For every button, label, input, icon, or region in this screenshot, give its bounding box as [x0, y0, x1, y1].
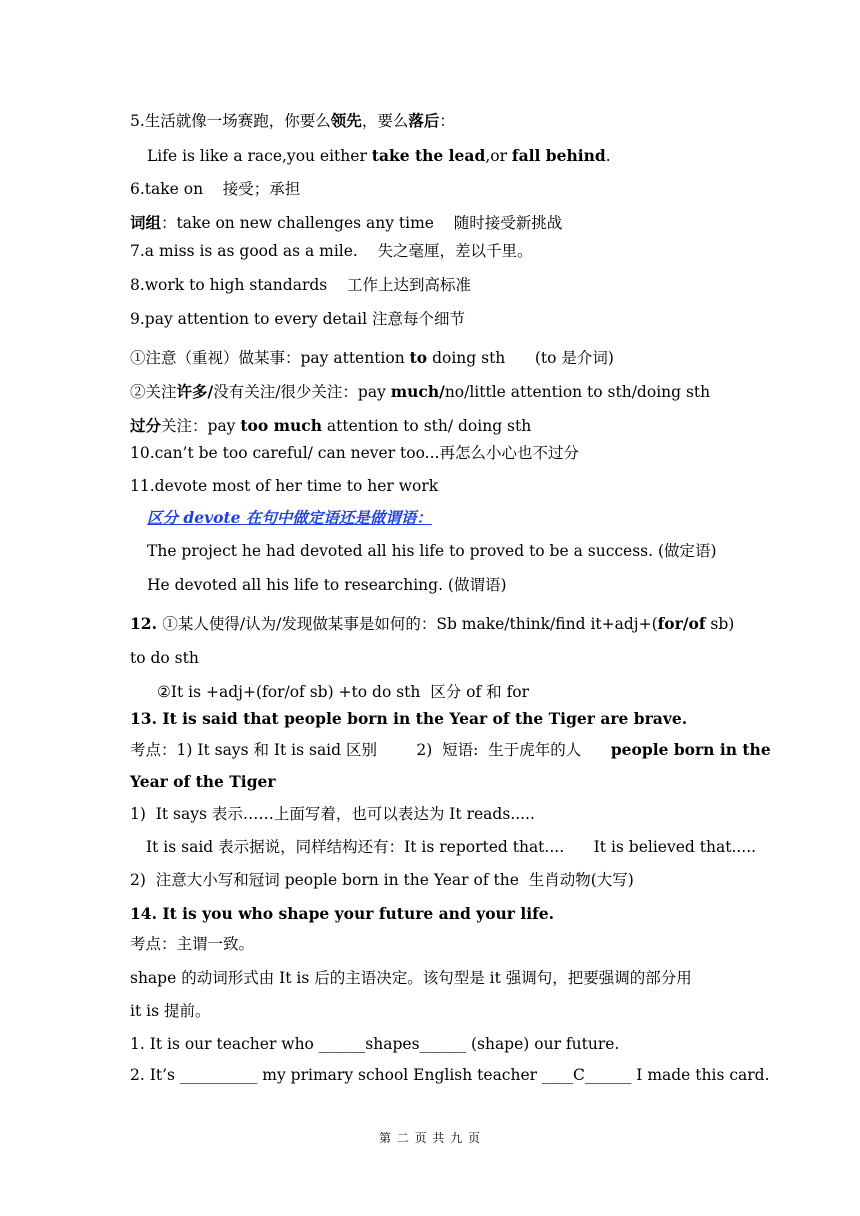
item-14: 14. It is you who shape your future and your life.	[130, 904, 555, 923]
exercise-1: 1. It is our teacher who ______shapes______ (shape) our future.	[130, 1035, 620, 1053]
item-14-explanation-continued: it is 提前。	[130, 1002, 211, 1020]
item-9-note-1: ①注意（重视）做某事：pay attention to doing sth (to 是介词)	[130, 348, 614, 367]
item-13: 13. It is said that people born in the Year of the Tiger are brave.	[130, 709, 688, 728]
devote-example-predicate: He devoted all his life to researching. (做谓语)	[147, 576, 507, 594]
item-14-explanation: shape 的动词形式由 It is 后的主语决定。该句型是 it 强调句，把要强调的部分用	[130, 969, 692, 987]
item-13-note-1: 1) It says 表示……上面写着，也可以表达为 It reads.....	[130, 805, 535, 823]
item-11: 11.devote most of her time to her work	[130, 477, 439, 495]
exercise-2: 2. It’s __________ my primary school English teacher ____C______ I made this card.	[130, 1066, 770, 1084]
item-12-continued: to do sth	[130, 649, 199, 667]
item-13-points-continued: Year of the Tiger	[130, 772, 276, 791]
item-14-point: 考点：主谓一致。	[130, 935, 255, 953]
item-13-note-1b: It is said 表示据说，同样结构还有：It is reported that.... It is believed that.....	[146, 838, 757, 856]
item-12-note-2: ②It is +adj+(for/of sb) +to do sth 区分 of 和 for	[157, 683, 530, 701]
devote-example-attributive: The project he had devoted all his life to proved to be a success. (做定语)	[147, 542, 717, 560]
item-6: 6.take on 接受；承担	[130, 180, 301, 198]
item-9-note-3: 过分关注：pay too much attention to sth/ doing sth	[130, 416, 532, 435]
item-9: 9.pay attention to every detail 注意每个细节	[130, 310, 466, 328]
item-5-english: Life is like a race,you either take the lead,or fall behind.	[147, 146, 611, 165]
item-5-chinese: 5.生活就像一场赛跑，你要么领先，要么落后：	[130, 111, 455, 130]
item-7: 7.a miss is as good as a mile. 失之毫厘，差以千里。	[130, 242, 533, 260]
item-13-note-2: 2) 注意大小写和冠词 people born in the Year of the 生肖动物(大写)	[130, 871, 634, 889]
page-footer: 第 二 页 共 九 页	[378, 1131, 482, 1145]
item-9-note-2: ②关注许多/没有关注/很少关注：pay much/no/little attention to sth/doing sth	[130, 382, 711, 401]
item-10: 10.can’t be too careful/ can never too...再怎么小心也不过分	[130, 444, 579, 462]
item-8: 8.work to high standards 工作上达到高标准	[130, 276, 471, 294]
devote-usage-heading: 区分 devote 在句中做定语还是做谓语：	[147, 508, 432, 527]
item-6-phrase: 词组：take on new challenges any time 随时接受新挑战	[130, 213, 563, 232]
item-13-points: 考点：1) It says 和 It is said 区别 2) 短语: 生于虎年的人 people born in the	[130, 740, 771, 759]
item-12: 12. ①某人使得/认为/发现做某事是如何的：Sb make/think/find it+adj+(for/of sb)	[130, 614, 735, 633]
